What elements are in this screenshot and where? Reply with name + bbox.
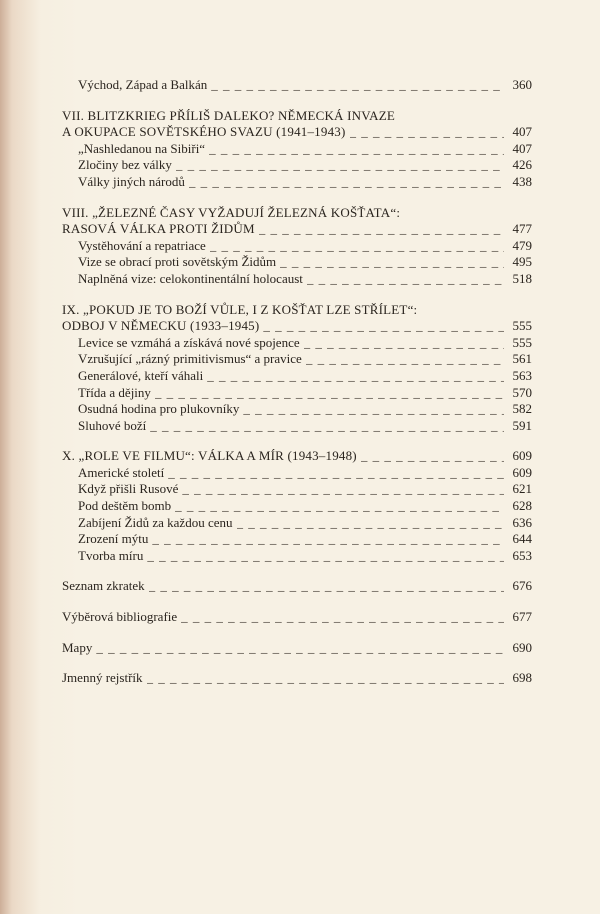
chapter-heading-line2 [62, 124, 532, 141]
toc-entry [62, 77, 532, 94]
chapter-title-line1: VII. BLITZKRIEG PŘÍLIŠ DALEKO? NĚMECKÁ INVAZE [62, 107, 395, 123]
dot-leader [181, 609, 504, 626]
entry-title: Zrození mýtu [78, 531, 149, 547]
toc-entry [62, 515, 532, 532]
toc-section-vii [62, 108, 532, 191]
entry-title: Sluhové boží [78, 417, 147, 433]
entry-page: 360 [512, 77, 532, 92]
entry-title: Vzrušující „rázný primitivismus“ a pravice [78, 351, 302, 367]
entry-page: 621 [512, 481, 532, 497]
dot-leader [306, 351, 504, 368]
entry-page: 690 [512, 639, 532, 655]
entry-page: 555 [512, 334, 532, 350]
chapter-title-line1: X. „ROLE VE FILMU“: VÁLKA A MÍR (1943–1948) [62, 448, 357, 464]
entry-page: 479 [512, 237, 532, 253]
dot-leader [168, 465, 504, 482]
toc-entry [62, 335, 532, 352]
entry-title: Americké století [78, 464, 165, 480]
dot-leader [280, 254, 504, 271]
entry-title: Generálové, kteří váhali [78, 367, 204, 383]
entry-title: Naplněná vize: celokontinentální holocaust [78, 270, 303, 286]
entry-title: „Nashledanou na Sibiři“ [78, 140, 206, 156]
dot-leader [263, 318, 504, 335]
toc-entry [62, 368, 532, 385]
entry-page: 438 [512, 173, 532, 189]
chapter-title-line1: VIII. „ŽELEZNÉ ČASY VYŽADUJÍ ŽELEZNÁ KOŠŤATA“: [62, 204, 401, 220]
toc-entry [62, 418, 532, 435]
dot-leader [155, 385, 504, 402]
entry-title: Vize se obrací proti sovětským Židům [78, 254, 277, 270]
entry-page: 677 [512, 609, 532, 625]
chapter-title-line2: ODBOJ V NĚMECKU (1933–1945) [62, 318, 260, 334]
toc-entry [62, 670, 532, 687]
entry-page: 495 [512, 254, 532, 270]
chapter-heading-line1 [62, 205, 532, 222]
dot-leader [209, 141, 504, 158]
chapter-heading-line2 [62, 318, 532, 335]
entry-page: 407 [512, 140, 532, 156]
entry-title: Pod deštěm bomb [78, 498, 172, 514]
dot-leader [211, 77, 504, 94]
entry-title: Seznam zkratek [62, 578, 145, 594]
entry-title: Třída a dějiny [78, 384, 151, 400]
dot-leader [152, 531, 504, 548]
toc-entry [62, 157, 532, 174]
toc-back-matter-abbreviations [62, 578, 532, 595]
toc-section-vi-tail [62, 77, 532, 94]
dot-leader [189, 174, 504, 191]
entry-page: 628 [512, 498, 532, 514]
entry-page: 644 [512, 531, 532, 547]
toc-entry [62, 640, 532, 657]
entry-page: 570 [512, 384, 532, 400]
chapter-heading-line2 [62, 221, 532, 238]
dot-leader [237, 515, 505, 532]
toc-section-viii [62, 205, 532, 288]
dot-leader [210, 238, 504, 255]
toc-entry [62, 401, 532, 418]
dot-leader [243, 401, 504, 418]
toc-entry [62, 498, 532, 515]
entry-page: 518 [512, 270, 532, 286]
toc-entry [62, 351, 532, 368]
entry-page: 426 [512, 157, 532, 173]
entry-title: Zabíjení Židů za každou cenu [78, 514, 233, 530]
toc-back-matter-maps [62, 640, 532, 657]
toc-entry [62, 481, 532, 498]
chapter-heading-line1 [62, 302, 532, 319]
toc-entry [62, 465, 532, 482]
toc-section-x [62, 448, 532, 564]
dot-leader [150, 418, 504, 435]
entry-title: Tvorba míru [78, 547, 144, 563]
entry-page: 636 [512, 514, 532, 530]
dot-leader [350, 124, 504, 141]
chapter-heading-line1 [62, 448, 532, 465]
dot-leader [182, 481, 504, 498]
dot-leader [147, 548, 504, 565]
entry-page: 561 [512, 351, 532, 367]
entry-title: Osudná hodina pro plukovníky [78, 401, 240, 417]
entry-page: 609 [512, 464, 532, 480]
table-of-contents [62, 77, 532, 701]
chapter-title-line2: RASOVÁ VÁLKA PROTI ŽIDŮM [62, 221, 255, 237]
dot-leader [149, 578, 504, 595]
chapter-page: 555 [512, 318, 532, 334]
entry-title: Vystěhování a repatriace [78, 237, 206, 253]
dot-leader [304, 335, 504, 352]
toc-entry [62, 174, 532, 191]
dot-leader [361, 448, 504, 465]
toc-section-ix [62, 302, 532, 435]
chapter-page: 609 [512, 448, 532, 464]
dot-leader [176, 157, 504, 174]
entry-page: 698 [512, 670, 532, 686]
toc-entry [62, 548, 532, 565]
chapter-page: 407 [512, 124, 532, 140]
chapter-heading-line1 [62, 108, 532, 125]
toc-entry [62, 238, 532, 255]
toc-entry [62, 385, 532, 402]
chapter-title-line1: IX. „POKUD JE TO BOŽÍ VŮLE, I Z KOŠŤAT LZE STŘÍLET“: [62, 301, 418, 317]
toc-entry [62, 254, 532, 271]
toc-back-matter-bibliography [62, 609, 532, 626]
toc-entry [62, 271, 532, 288]
entry-page: 582 [512, 401, 532, 417]
toc-entry [62, 609, 532, 626]
dot-leader [259, 221, 504, 238]
entry-title: Východ, Západ a Balkán [78, 77, 208, 92]
entry-title: Mapy [62, 639, 93, 655]
chapter-title-line2: A OKUPACE SOVĚTSKÉHO SVAZU (1941–1943) [62, 124, 346, 140]
dot-leader [307, 271, 504, 288]
dot-leader [207, 368, 504, 385]
entry-title: Jmenný rejstřík [62, 670, 143, 686]
entry-title: Výběrová bibliografie [62, 609, 178, 625]
dot-leader [147, 670, 504, 687]
entry-page: 591 [512, 417, 532, 433]
toc-back-matter-index [62, 670, 532, 687]
entry-page: 653 [512, 547, 532, 563]
entry-title: Války jiných národů [78, 173, 185, 189]
entry-title: Zločiny bez války [78, 157, 172, 173]
chapter-page: 477 [512, 221, 532, 237]
dot-leader [96, 640, 504, 657]
dot-leader [175, 498, 504, 515]
toc-entry [62, 531, 532, 548]
entry-page: 563 [512, 367, 532, 383]
toc-entry [62, 578, 532, 595]
entry-title: Když přišli Rusové [78, 481, 179, 497]
entry-title: Levice se vzmáhá a získává nové spojence [78, 334, 300, 350]
toc-entry [62, 141, 532, 158]
entry-page: 676 [512, 578, 532, 594]
